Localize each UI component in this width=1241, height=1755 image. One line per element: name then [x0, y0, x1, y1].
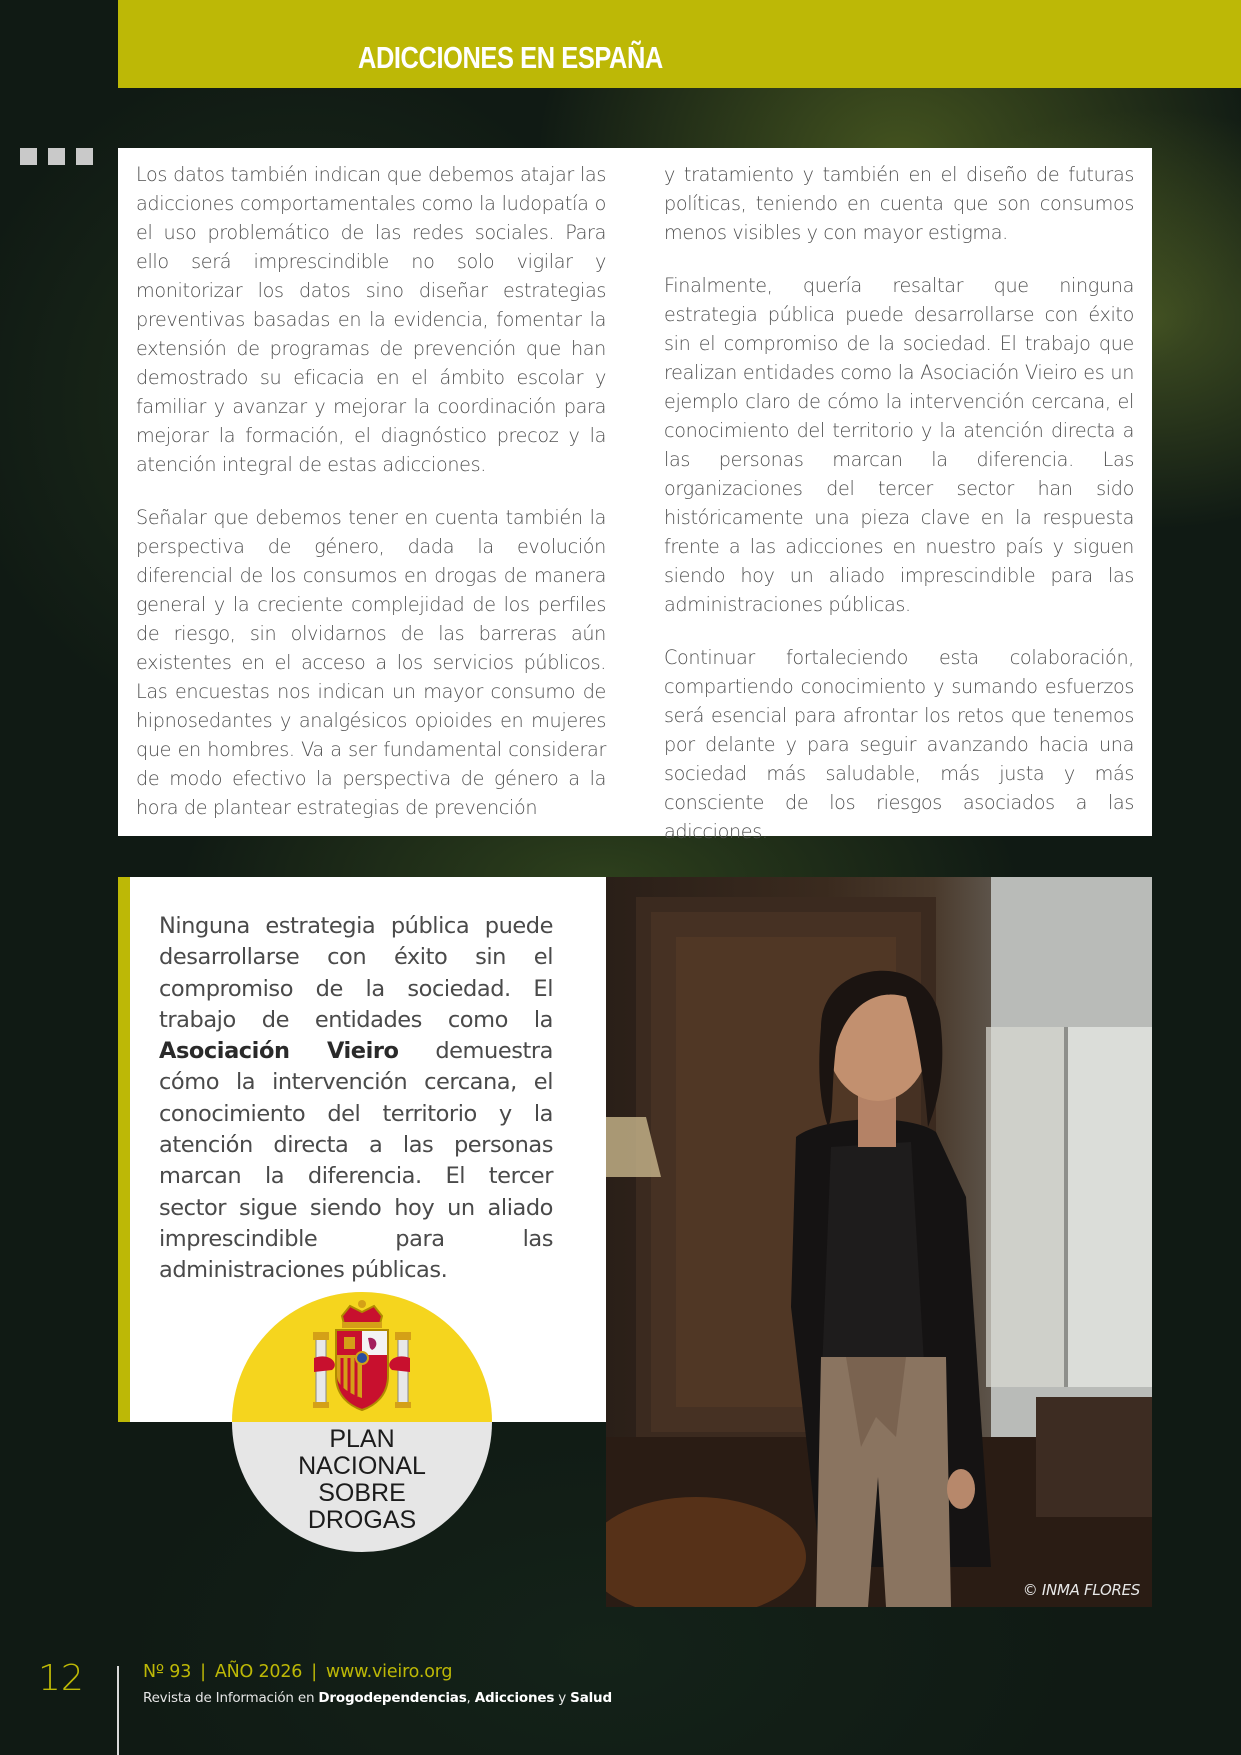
- logo-text: [232, 1426, 492, 1534]
- issue-number: Nº 93: [143, 1662, 192, 1682]
- tagline-text: Revista de Información en: [143, 1690, 319, 1706]
- article-paragraph: Señalar que debemos tener en cuenta también la perspectiva de género, dada la evolución diferencial de los consumos en drogas de manera general y la creciente complejidad de los perfiles de riesgo, sin olvidarnos de las barreras aún existentes en el acceso a los servicios públicos. Las encuestas nos indican un mayor consumo de hipnosedantes y analgésicos opioides en mujeres que en hombres. Va a ser fundamental considerar de modo efectivo la perspectiva de género a la hora de plantear estrategias de prevención: [136, 506, 606, 819]
- separator: |: [311, 1662, 317, 1682]
- article-paragraph: Finalmente, quería resaltar que ninguna estrategia pública puede desarrollarse con éxito sin el compromiso de la sociedad. El trabajo que realizan entidades como la Asociación Vieiro es un ejemplo claro de cómo la intervención cercana, el conocimiento del territorio y la atención directa a las personas marcan la diferencia. Las organizaciones del tercer sector han sido históricamente una pieza clave en la respuesta frente a las adicciones en nuestro país y siguen siendo hoy un aliado imprescindible para las administraciones públicas.: [664, 274, 1134, 616]
- footer-issue-line: [143, 1662, 452, 1682]
- tagline-bold: Adicciones: [474, 1690, 555, 1706]
- separator: |: [200, 1662, 206, 1682]
- logo-text-line: NACIONAL: [298, 1452, 426, 1480]
- portrait-photo: [606, 877, 1152, 1607]
- article-paragraph: y tratamiento y también en el diseño de futuras políticas, teniendo en cuenta que son consumos menos visibles y con mayor estigma.: [664, 163, 1134, 244]
- page-number: 12: [38, 1658, 84, 1699]
- portrait-image: [606, 877, 1152, 1607]
- quote-bold-text: Asociación Vieiro: [159, 1038, 399, 1065]
- tagline-text: ,: [466, 1690, 475, 1706]
- footer-tagline: [143, 1690, 612, 1706]
- quote-text: demuestra cómo la intervención cercana, el conocimiento del territorio y la atención directa a las personas marcan la diferencia. El tercer sector sigue siendo hoy un aliado imprescindible para las administraciones públicas.: [159, 1038, 553, 1284]
- issue-year: AÑO 2026: [214, 1662, 303, 1682]
- pull-quote: [159, 911, 553, 1287]
- section-banner: [118, 0, 1241, 88]
- tagline-bold: Salud: [570, 1690, 612, 1706]
- article-paragraph: Los datos también indican que debemos atajar las adicciones comportamentales como la ludopatía o el uso problemático de las redes sociales. Para ello será imprescindible no solo vigilar y monitorizar los datos sino diseñar estrategias preventivas basadas en la evidencia, fomentar la extensión de programas de prevención que han demostrado su eficacia en el ámbito escolar y familiar y avanzar y mejorar la coordinación para mejorar la formación, el diagnóstico precoz y la atención integral de estas adicciones.: [136, 163, 606, 476]
- logo-text-line: SOBRE: [318, 1479, 406, 1507]
- plan-nacional-sobre-drogas-logo: [232, 1292, 492, 1552]
- website-link[interactable]: www.vieiro.org: [325, 1662, 453, 1682]
- article-column-left: [136, 160, 606, 846]
- logo-text-line: DROGAS: [307, 1506, 417, 1534]
- logo-text-line: PLAN: [329, 1425, 395, 1453]
- tagline-text: y: [554, 1690, 571, 1706]
- article-column-right: [664, 160, 1134, 870]
- article-panel: [118, 148, 1152, 843]
- tagline-bold: Drogodependencias: [318, 1690, 467, 1706]
- section-title: ADICCIONES EN ESPAÑA: [358, 40, 663, 75]
- footer-divider: [117, 1666, 119, 1755]
- coat-of-arms-icon: [310, 1298, 414, 1418]
- photo-credit: © INMA FLORES: [1022, 1581, 1140, 1599]
- quote-text: Ninguna estrategia pública puede desarrollarse con éxito sin el compromiso de la sociedad. El trabajo de entidades como la: [159, 913, 553, 1033]
- square-decoration: [20, 148, 37, 165]
- square-decoration: [76, 148, 93, 165]
- square-decoration: [48, 148, 65, 165]
- article-paragraph: Continuar fortaleciendo esta colaboración, compartiendo conocimiento y sumando esfuerzos será esencial para afrontar los retos que tenemos por delante y para seguir avanzando hacia una sociedad más saludable, más justa y más consciente de los riesgos asociados a las adicciones.: [664, 646, 1134, 843]
- decorative-squares: [20, 148, 93, 165]
